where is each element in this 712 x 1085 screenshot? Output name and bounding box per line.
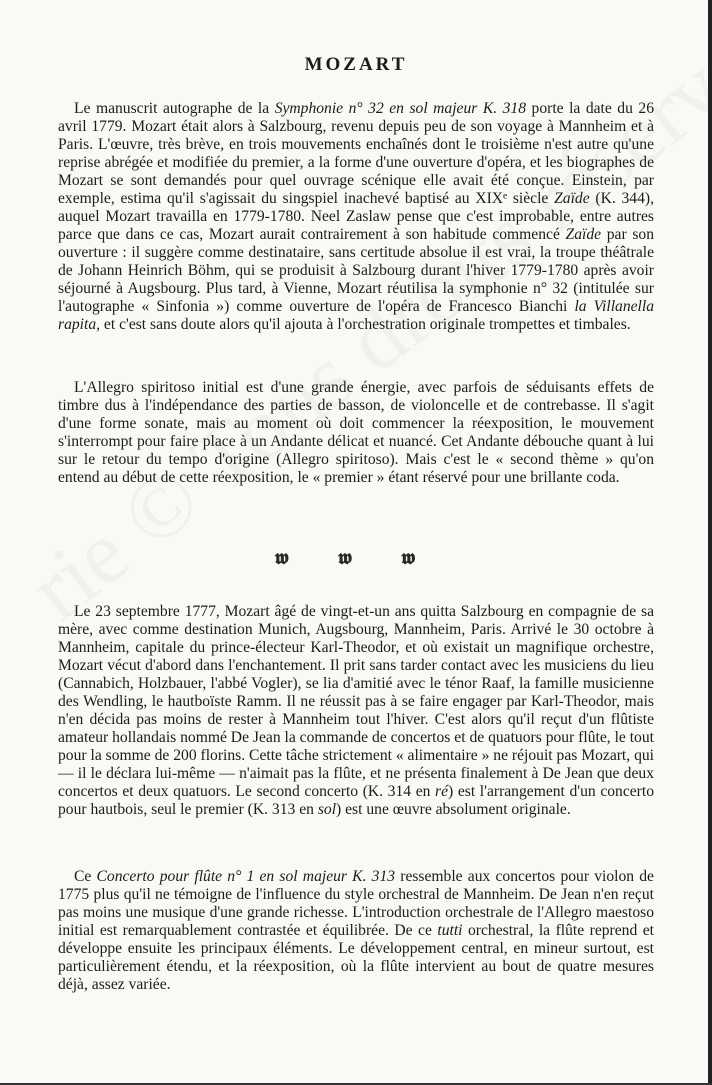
italic-run: Symphonie n° 32 en sol majeur K. 318 <box>274 100 527 117</box>
page-title: MOZART <box>304 54 408 75</box>
page-edge-right <box>708 0 712 1085</box>
text-run: ) est l'arrangement d'un concerto pour hautbois, seul le premier (K. 313 en <box>58 783 654 818</box>
text-block-1 <box>58 100 654 334</box>
italic-run: ré <box>435 783 449 800</box>
paragraph-1 <box>58 100 654 334</box>
text-run: orchestral, la flûte reprend et développe ensuite les principaux éléments. Le développement central, en mineur surtout, est particulièrement étendu, et la réexposition, où la flûte intervient au bout de quatre mesures déjà, assez variée. <box>58 922 654 993</box>
text-run: et c'est sans doute alors qu'il ajouta à l'orchestration originale trompettes et timbales. <box>100 316 631 333</box>
text-block-4 <box>58 868 654 994</box>
text-run: porte la date du 26 avril 1779. Mozart était alors à Salzbourg, revenu depuis peu de son voyage à Mannheim et à Paris. L'œuvre, très brève, en trois mouvements enchaînés dont le troisième n'est autre qu'une reprise abrégée et modifiée du premier, a la forme d'une ouverture d'opéra, et les biographes de Mozart se sont demandés pour quel ouvrage scénique elle avait été conçue. Einstein, par exemple, estima qu'il s'agissait du singspiel inachevé baptisé au XIXᵉ siècle <box>58 100 654 207</box>
italic-run: Zaïde <box>554 190 590 207</box>
italic-run: Zaïde <box>565 226 602 243</box>
italic-run: sol <box>317 801 337 818</box>
italic-run: la Villanella rapita, <box>58 298 654 333</box>
italic-run: Concerto pour flûte n° 1 en sol majeur K. 313 <box>96 868 396 885</box>
text-run: L'Allegro spiritoso initial est d'une grande énergie, avec parfois de séduisants effets de timbre dus à l'indépendance des parties de basson, de violoncelle et de contrebasse. Il s'agit d'une forme sonate, mais au moment où doit commencer la réexposition, le mouvement s'interrompt pour faire place à un Andante délicat et nuancé. Cet Andante débouche quant à lui sur le retour du tempo d'origine (Allegro spiritoso). Mais c'est le « second thème » qu'on entend au début de cette réexposition, le « premier » étant réservé pour une brillante coda. <box>58 379 654 486</box>
text-run: ) est une œuvre absolument originale. <box>336 801 571 818</box>
text-run: ressemble aux concertos pour violon de 1775 plus qu'il ne témoigne de l'influence du style orchestral de Mannheim. De Jean n'en reçut pas moins une musique d'une grande richesse. L'introduction orchestrale de l'Allegro maestoso initial est remarquablement contrastée et équilibrée. De ce <box>58 868 654 939</box>
italic-run: tutti <box>437 922 463 939</box>
text-run: Le 23 septembre 1777, Mozart âgé de vingt-et-un ans quitta Salzbourg en compagnie de sa mère, avec comme destination Munich, Augsbourg, Mannheim, Paris. Arrivé le 30 octobre à Mannheim, capitale du prince-électeur Karl-Theodor, et où existait un magnifique orchestre, Mozart vécut d'abord dans l'enchantement. Il prit sans tarder contact avec les musiciens du lieu (Cannabich, Holzbauer, l'abbé Vogler), se lia d'amitié avec le ténor Raaf, la famille musicienne des Wendling, le hautboïste Ramm. Il ne réussit pas à se faire engager par Karl-Theodor, mais n'en décida pas moins de rester à Mannheim tout l'hiver. C'est alors qu'il reçut d'un flûtiste amateur hollandais nommé De Jean la commande de concertos et de quatuors pour flûte, le tout pour la somme de 200 florins. Cette tâche strictement « alimentaire » ne réjouit pas Mozart, qui — il le déclara lui-même — n'aimait pas la flûte, et ne présenta finalement à De Jean que deux concertos et deux quatuors. Le second concerto (K. 314 en <box>58 603 654 800</box>
text-run: Ce <box>74 868 97 885</box>
text-block-3 <box>58 603 654 819</box>
paragraph-3 <box>58 603 654 819</box>
text-run: par son ouverture : il suggère comme destinataire, sans certitude absolue il est vrai, la troupe théâtrale de Johann Heinrich Böhm, qui se produisit à Salzbourg durant l'hiver 1779-1780 après avoir séjourné à Augsbourg. Plus tard, à Vienne, Mozart réutilisa la symphonie n° 32 (intitulée sur l'autographe « Sinfonia ») comme ouverture de l'opéra de Francesco Bianchi <box>58 226 655 315</box>
section-ornament: 𝖜 𝖜 𝖜 <box>274 547 438 569</box>
text-run: (K. 344), auquel Mozart travailla en 1779-1780. Neel Zaslaw pense que c'est improbable, entre autres parce que dans ce cas, Mozart aurait contrairement à son habitude commencé <box>58 190 654 243</box>
text-run: Le manuscrit autographe de la <box>74 100 275 117</box>
paragraph-2 <box>58 379 654 487</box>
text-block-2 <box>58 379 654 487</box>
paragraph-4 <box>58 868 654 994</box>
